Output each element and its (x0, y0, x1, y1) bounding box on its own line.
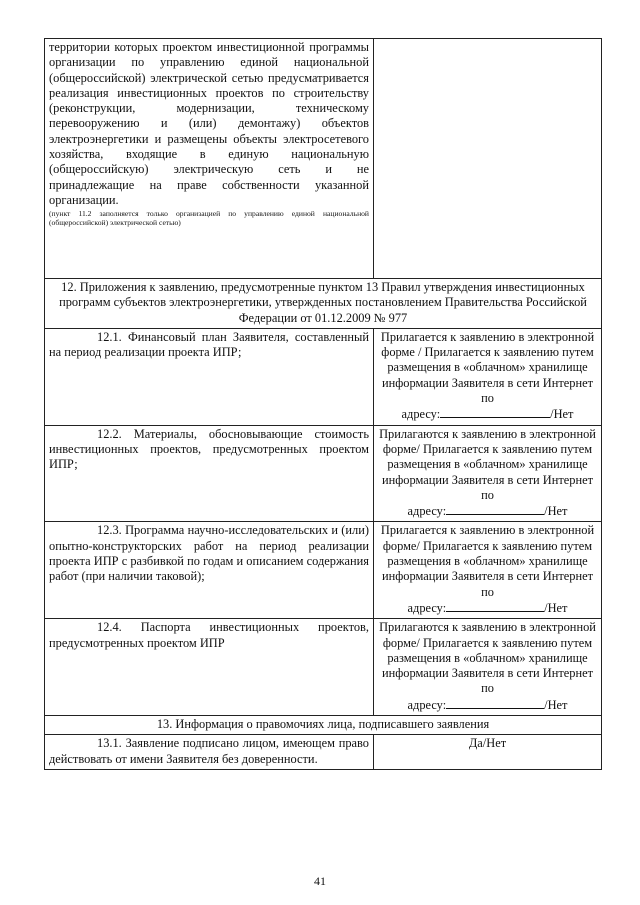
application-form-table (44, 38, 602, 770)
row-12-2-address-tail: /Нет (544, 504, 568, 519)
row-13-1-label: 13.1. Заявление подписано лицом, имеющем право действовать от имени Заявителя без доверенности. (49, 736, 369, 766)
row-12-1-label-cell (45, 328, 374, 425)
table-row (45, 619, 602, 716)
row-12-3-value-cell (374, 522, 602, 619)
row-13-1-value-cell[interactable]: Да/Нет (374, 735, 602, 770)
row-13-1-label-cell (45, 735, 374, 770)
row-11-2-note: (пункт 11.2 заполняется только организацией по управлению единой национальной (общероссийской) электрической сетью) (49, 209, 369, 228)
row-12-4-value: Прилагаются к заявлению в электронной форме/ Прилагается к заявлению путем размещения в «облачном» хранилище информации Заявителя в сети Интернет по (379, 620, 596, 696)
table-row (45, 735, 602, 770)
row-12-3-value: Прилагается к заявлению в электронной форме/ Прилагается к заявлению путем размещения в «облачном» хранилище информации Заявителя в сети Интернет по (380, 523, 595, 599)
row-12-2-label: 12.2. Материалы, обосновывающие стоимость инвестиционных проектов, предусмотренных проектом ИПР; (49, 426, 369, 472)
row-11-2-text: территории которых проектом инвестиционной программы организации по управлению единой национальной (общероссийской) электрической сетью предусматривается реализация инвестиционных проектов по строительству (реконструкции, модернизации, техническому перевооружению и (или) демонтажу) объектов электроэнергетики и размещены объекты электросетевого хозяйства, входящие в единую национальную (общероссийскую) электрическую сеть и не принадлежащие на праве собственности указанной организации. (49, 40, 369, 207)
page-number: 41 (314, 874, 326, 888)
row-11-2-text-cell (45, 39, 374, 279)
row-12-4-address-label: адресу: (407, 697, 447, 712)
row-12-4-value-cell (374, 619, 602, 716)
row-12-4-label-cell (45, 619, 374, 716)
row-12-2-label-cell (45, 425, 374, 522)
row-12-4-label: 12.4. Паспорта инвестиционных проектов, предусмотренных проектом ИПР (49, 620, 369, 650)
row-12-2-address-blank[interactable] (446, 503, 544, 515)
table-row (45, 328, 602, 425)
row-12-3-address-blank[interactable] (446, 600, 544, 612)
row-12-3-address-tail: /Нет (544, 600, 568, 615)
row-12-1-address-blank[interactable] (440, 406, 550, 418)
row-12-1-value: Прилагается к заявлению в электронной форме / Прилагается к заявлению путем размещения в «облачном» хранилище информации Заявителя в сети Интернет по (380, 329, 595, 406)
row-12-4-address-tail: /Нет (544, 697, 568, 712)
section-12-heading: 12. Приложения к заявлению, предусмотренные пунктом 13 Правил утверждения инвестиционных программ субъектов электроэнергетики, утвержденных постановлением Правительства Российской Федерации от 01.12.2009 № 977 (45, 279, 602, 329)
row-12-1-value-cell (374, 328, 602, 425)
row-12-3-label-cell (45, 522, 374, 619)
row-12-1-address-label: адресу: (401, 407, 441, 422)
row-12-1-label: 12.1. Финансовый план Заявителя, составленный на период реализации проекта ИПР; (49, 329, 369, 360)
table-row (45, 716, 602, 735)
row-12-4-address-blank[interactable] (446, 697, 544, 709)
table-row (45, 279, 602, 329)
table-row (45, 39, 602, 279)
section-13-heading: 13. Информация о правомочиях лица, подписавшего заявления (45, 716, 602, 735)
row-12-3-label: 12.3. Программа научно-исследовательских и (или) опытно-конструкторских работ на период реализации проекта ИПР с разбивкой по годам и описанием содержания работ (при наличии таковой); (49, 523, 369, 584)
table-row (45, 522, 602, 619)
row-12-1-address-tail: /Нет (550, 407, 574, 422)
table-row (45, 425, 602, 522)
row-12-2-value-cell (374, 425, 602, 522)
row-12-2-value: Прилагаются к заявлению в электронной форме/ Прилагается к заявлению путем размещения в «облачном» хранилище информации Заявителя в сети Интернет по (379, 426, 596, 502)
row-12-3-address-label: адресу: (407, 600, 447, 615)
row-11-2-value-cell (374, 39, 602, 279)
row-12-2-address-label: адресу: (407, 504, 447, 519)
